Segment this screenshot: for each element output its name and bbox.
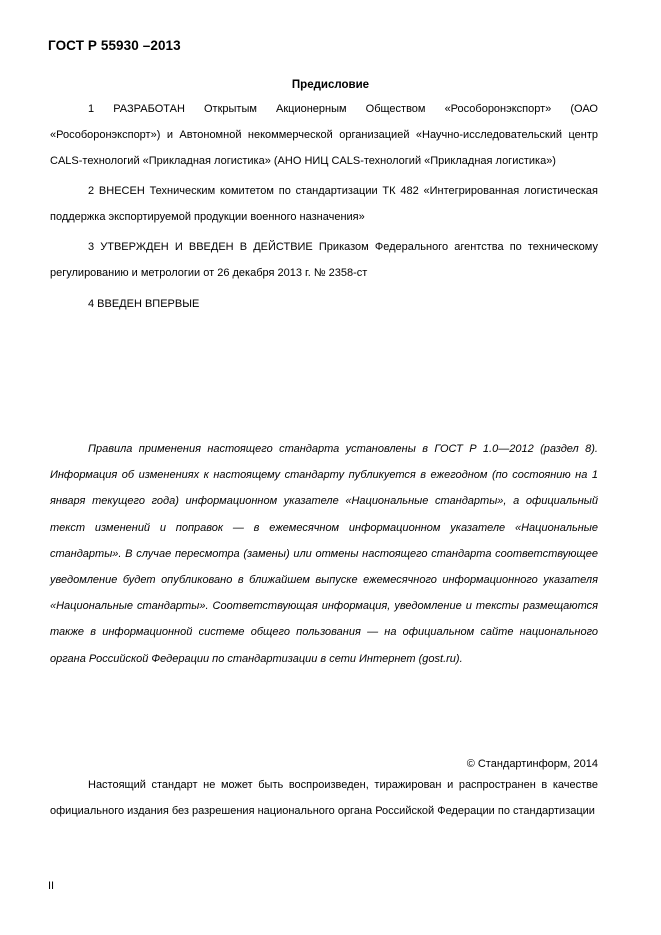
page-number: II — [48, 880, 55, 892]
application-rules-note: Правила применения настоящего стандарта установлены в ГОСТ Р 1.0—2012 (раздел 8). Информация об изменениях к настоящему стандарту публикуется в ежегодном (по состоянию на 1 января текущего года) информационном указателе «Национальные стандарты», а официальный текст изменений и поправок — в ежемесячном информационном указателе «Национальные стандарты». В случае пересмотра (замены) или отмены настоящего стандарта соответствующее уведомление будет опубликовано в ближайшем выпуске ежемесячного информационного указателя «Национальные стандарты». Соответствующая информация, уведомление и тексты размещаются также в информационной системе общего пользования — на официальном сайте национального органа Российской Федерации по стандартизации в сети Интернет (gost.ru). — [50, 443, 598, 665]
reproduction-notice: Настоящий стандарт не может быть воспроизведен, тиражирован и распространен в качестве официального издания без разрешения национального органа Российской Федерации по стандартизации — [50, 779, 598, 817]
foreword-item-developed: 1 РАЗРАБОТАН Открытым Акционерным Обществом «Рособоронэкспорт» (ОАО «Рособоронэкспорт») и Автономной некоммерческой организацией «Научно-исследовательский центр CALS-технологий «Прикладная логистика» (АНО НИЦ CALS-технологий «Прикладная логистика») — [50, 103, 598, 167]
foreword-item-approved: 3 УТВЕРЖДЕН И ВВЕДЕН В ДЕЙСТВИЕ Приказом Федерального агентства по техническому регулированию и метрологии от 26 декабря 2013 г. № 2358-ст — [50, 241, 598, 279]
standard-code-header: ГОСТ Р 55930 –2013 — [48, 38, 181, 53]
foreword-item-introduced: 2 ВНЕСЕН Техническим комитетом по стандартизации ТК 482 «Интегрированная логистическая поддержка экспортируемой продукции военного назначения» — [50, 185, 598, 223]
copyright-notice: © Стандартинформ, 2014 — [466, 758, 598, 770]
foreword-item-first-introduced: 4 ВВЕДЕН ВПЕРВЫЕ — [88, 298, 200, 310]
foreword-title: Предисловие — [291, 79, 370, 91]
